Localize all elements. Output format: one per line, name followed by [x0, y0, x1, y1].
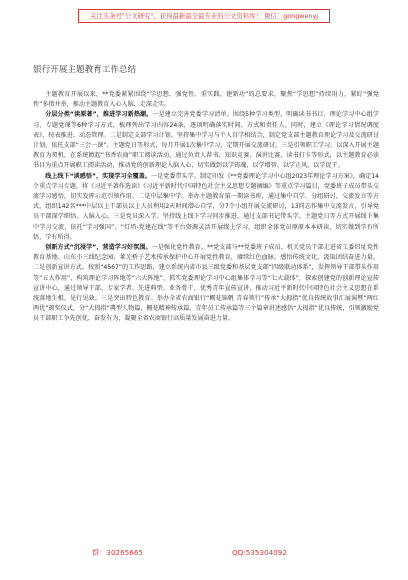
qq-group-number: 群：30265665 [92, 548, 143, 557]
paragraph-text: 一是党委带头学。制定印发《**党委理论学习中心组2023年理论学习方案》，确定14个重点学习专题，将《习近平著作选读》《习近平新时代中国特色社会主义思想专题摘编》等重点学习篇目，党委班子成员带头交流学习感悟，切实发挥示范引领作用。二是中层集中学。举办主题教育第一期读书班，通过集中自学、分组研讨，交流发言等方式，组织142名***中层以上干部员以上人员利用2天时间潜心自学，分7个小组开展交流研讨，13同志作集中交流发言，引导党员干部深学细悟、入脑入心。三是党员深入学。坚持线上线下学习同步推进，通过支部书记带头学、主题党日等方式开展线下集中学习交流，依托“学习强国”、“灯塔-党建在线”等平台资源灵活开展线上学习，组织全体党员原原本本研读，切实做到学有所悟、学有所得。 [33, 172, 379, 241]
paragraph-intro [33, 90, 379, 110]
paragraph-reading [33, 110, 379, 171]
paragraph-lead: 分层分类“读原著”，推进学习新热潮。 [45, 111, 153, 119]
paragraph-text: 一是建立完善党委学习清单。围绕5种学习类型，明确读书书目、理论学习中心组学习、专题党课等6种学习方式，梳理列出学习内容24条，逐项明确落实时间、方式和责任人。同时，建立《理论学习情况调度表》，按表推进、动态管理。二是制定支部学习计划。坚持集中学习与个人自学相结合，制定党支部主题教育理论学习及交流研讨计划，依托支部“三会一课”、主题党日等形式，每月开展1次集中学习，定期开展交流研讨。三是引领职工学习。以深入开展主题教育为契机，在系统掀起“书香农商”职工阅读活动，通过负责人荐书、知识竞赛、演讲比赛、读书打卡等形式，以主题教育必读书目为重点开展职工阅读活动，推动党的创新理论入脑入心，切实做到以学铸魂、以学增智、以学正风、以学促干。 [33, 111, 379, 170]
paragraph-immersive [33, 243, 379, 325]
promo-banner: 关注头条号"公文研究"，获得最新最全最专业的公文资料库！ 微信：gongwenyj [78, 9, 330, 23]
document-title: 银行开展主题教育工作总结 [33, 65, 137, 75]
paragraph-lead: 线上线下“谈感悟”，实现学习全覆盖。 [45, 172, 151, 180]
page-footer [0, 546, 408, 560]
paragraph-lead: 创新方式“沉浸学”，营造学习好氛围。 [45, 244, 152, 252]
paragraph-text: 一是强化党性教育。**党支部与**党委班子成员、机关党员干部走进省工委旧址党性教育基地、山东小三线纪念园、莱芜桥子艺术传承保护中心开展党性教育，赓续红色血脉，感悟传统文化，汲取团结奋进力量。二是创新宣讲方式。按照“4567”的工作思路，建立系统内省市县三级党委和基层党支部“四级联动体系”，发挥领导干部带头作用等“五大作用”，构筑理论学习阵地等“六大阵地”，抓实党委理论学习中心组集体学习等“七大载体”，探索创建党的创新理论宣传宣讲中心，通过领导干部、专家学者、先进典型、业务骨干、优秀青年宣传宣讲，推动习近平新时代中国特色社会主义思想在系统落地生根、见行见效。三是突出特色教育。举办全省农商银行“概花锦帆 青春领行”传承“大拇指”优良传统故事汇展演暨“两红两优”颁奖仪式，分“大拇指”典型人物篇、概花精神传承篇、青年员工传承篇等三个篇章讲述感悟“大拇指”优良传统，引领激励党员干部职工争先创优、奋发有为，凝聚全省农商银行高质量发展奋进力量。 [33, 244, 379, 323]
paragraph-text: 主题教育开展以来，**党委紧紧围绕“学思想、强党性、重实践、建新功”的总要求，聚焦“学思想”持续用力，紧盯“强党性”多措并举，推动主题教育入心入脑、走深走实。 [33, 91, 379, 109]
document-body [33, 90, 379, 325]
qq-number: QQ:535304092 [232, 548, 287, 557]
paragraph-sharing [33, 172, 379, 243]
